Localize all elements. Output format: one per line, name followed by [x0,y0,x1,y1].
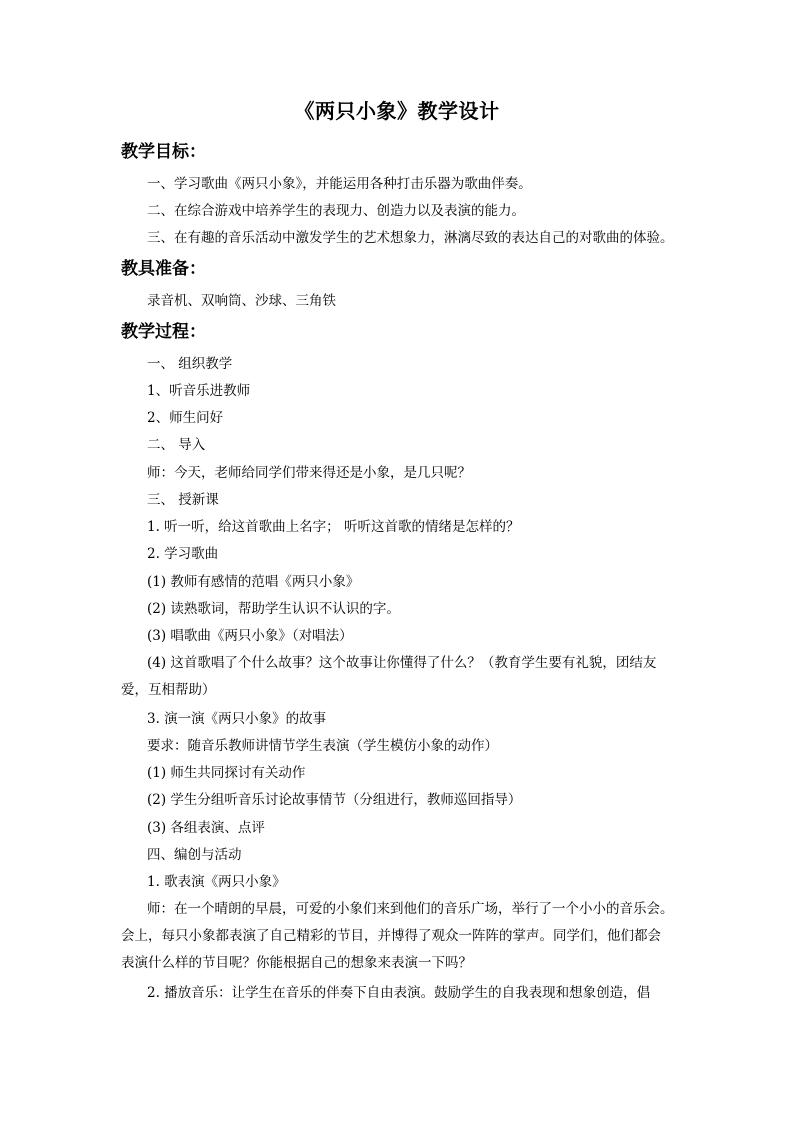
process-line: 表演什么样的节目呢？你能根据自己的想象来表演一下吗？ [121,955,472,971]
process-line: 会上，每只小象都表演了自己精彩的节目，并博得了观众一阵阵的掌声。同学们，他们都会 [121,928,661,944]
process-line: 2、师生问好 [147,410,224,426]
goal-item-2: 二、在综合游戏中培养学生的表现力、创造力以及表演的能力。 [147,203,525,219]
process-line: (3) 唱歌曲《两只小象》（对唱法） [147,628,353,644]
process-line: (2) 学生分组听音乐讨论故事情节（分组进行，教师巡回指导） [147,792,522,808]
process-line: (1) 师生共同探讨有关动作 [147,765,306,781]
document-title: 《两只小象》教学设计 [294,99,500,123]
process-line: (4) 这首歌唱了个什么故事？这个故事让你懂得了什么？（教育学生要有礼貌，团结友 [147,655,657,671]
process-line: 2. 播放音乐：让学生在音乐的伴奏下自由表演。鼓励学生的自我表现和想象创造，倡 [147,985,651,1001]
process-line: 1. 歌表演《两只小象》 [147,874,286,890]
process-line: 三、 授新课 [147,492,219,508]
process-line: 1、听音乐进教师 [147,383,251,399]
process-line: 师：今天，老师给同学们带来得还是小象，是几只呢？ [147,465,471,481]
process-line: 爱，互相帮助） [121,682,216,698]
goal-item-3: 三、在有趣的音乐活动中激发学生的艺术想象力，淋漓尽致的表达自己的对歌曲的体验。 [147,230,674,246]
process-line: 3. 演一演《两只小象》的故事 [147,711,327,727]
goal-item-1: 一、学习歌曲《两只小象》，并能运用各种打击乐器为歌曲伴奏。 [147,176,532,192]
process-heading: 教学过程： [121,322,206,342]
process-line: 2. 学习歌曲 [147,546,219,562]
process-line: 要求：随音乐教师讲情节学生表演（学生模仿小象的动作） [147,738,498,754]
process-line: (3) 各组表演、点评 [147,820,265,836]
process-line: (1) 教师有感情的范唱《两只小象》 [147,574,360,590]
process-line: (2) 读熟歌词，帮助学生认识不认识的字。 [147,601,400,617]
process-line: 一、 组织教学 [147,356,233,372]
process-line: 1. 听一听，给这首歌曲上名字； 听听这首歌的情绪是怎样的？ [147,519,520,535]
process-line: 二、 导入 [147,437,206,453]
materials-text: 录音机、双响筒、沙球、三角铁 [147,293,336,309]
process-line: 四、编创与活动 [147,847,242,863]
process-line: 师：在一个晴朗的早晨，可爱的小象们来到他们的音乐广场，举行了一个小小的音乐会。 [147,901,674,917]
materials-heading: 教具准备： [121,259,206,279]
goals-heading: 教学目标： [121,142,206,162]
